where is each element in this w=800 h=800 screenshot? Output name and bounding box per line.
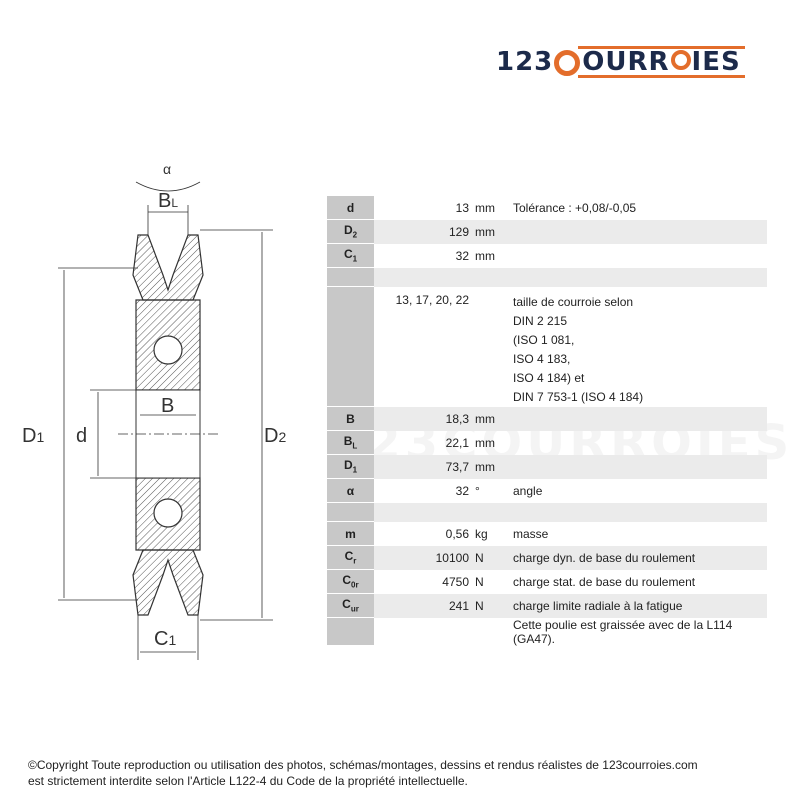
table-row [327, 244, 767, 268]
d1-label: D1 [22, 425, 45, 447]
spec-description [509, 287, 767, 407]
table-row [327, 522, 767, 546]
spec-value: 32 [455, 483, 469, 498]
brand-logo [496, 42, 776, 82]
spec-unit: N [471, 546, 509, 570]
spec-value: 73,7 [374, 455, 471, 479]
logo-digits: 123 [496, 47, 554, 77]
gap-sym-cell [327, 268, 374, 287]
spec-symbol-text: C [342, 597, 351, 612]
alpha-label: α [163, 161, 172, 177]
c1-label: C1 [154, 628, 177, 650]
spec-value: 4750 [442, 574, 469, 589]
table-row [327, 546, 767, 570]
spec-description: angle [513, 483, 543, 498]
gap-sym-cell [327, 503, 374, 522]
pulley-cross-section-drawing [18, 160, 308, 670]
spec-unit: kg [475, 526, 488, 541]
spec-unit: mm [475, 248, 495, 263]
spec-description: charge dyn. de base du roulement [509, 546, 767, 570]
table-row [327, 431, 767, 455]
spec-unit: N [475, 574, 484, 589]
spec-symbol [327, 220, 374, 244]
spec-unit [471, 618, 509, 646]
spec-description: Cette poulie est graissée avec de la L114 (GA47). [513, 617, 733, 646]
spec-unit: mm [475, 435, 495, 450]
spec-value: 32 [455, 248, 469, 263]
spec-symbol-text: C [343, 247, 353, 262]
spec-symbol-text: C [344, 549, 354, 564]
spec-symbol-sub: 1 [352, 254, 358, 264]
spec-value: 13 [455, 200, 469, 215]
spec-value: 0,56 [445, 526, 469, 541]
logo-word: OURR IES [578, 46, 744, 78]
spec-description-line: ISO 4 183, [513, 351, 571, 366]
table-row [327, 455, 767, 479]
spec-symbol [327, 594, 374, 618]
table-row [327, 618, 767, 646]
spec-symbol [327, 407, 374, 431]
spec-symbol-text: D [343, 458, 353, 473]
spec-description [509, 431, 767, 455]
spec-description: Tolérance : +0,08/-0,05 [513, 200, 637, 215]
table-row [327, 570, 767, 594]
gap-fill-cell [374, 503, 767, 522]
spec-symbol [327, 455, 374, 479]
spec-symbol [327, 546, 374, 570]
spec-description: charge limite radiale à la fatigue [509, 594, 767, 618]
spec-value: 241 [374, 594, 471, 618]
bearing-ball-top [154, 336, 182, 364]
spec-description [509, 455, 767, 479]
spec-unit: mm [471, 220, 509, 244]
spec-symbol-text: B [346, 411, 355, 426]
spec-description [509, 407, 767, 431]
bearing-ball-bottom [154, 499, 182, 527]
spec-value: 129 [374, 220, 471, 244]
spec-symbol-text: B [343, 434, 353, 449]
spec-symbol [327, 244, 374, 268]
spec-symbol-text: m [345, 526, 356, 541]
spec-unit: mm [471, 455, 509, 479]
copyright-line-1: ©Copyright Toute reproduction ou utilisation des photos, schémas/montages, dessins et rendus réalistes de 123courroies.com [28, 758, 698, 772]
bl-label: BL [158, 190, 179, 212]
logo-ring-icon [554, 50, 580, 76]
b-label: B [161, 395, 175, 417]
spec-value: 13, 17, 20, 22 [395, 292, 469, 307]
spec-symbol-text: d [346, 200, 355, 215]
spec-description [509, 244, 767, 268]
spec-unit: mm [471, 407, 509, 431]
table-gap-row [327, 268, 767, 287]
spec-symbol [327, 287, 374, 407]
spec-symbol-sub: 2 [352, 230, 358, 240]
spec-symbol [327, 479, 374, 503]
spec-symbol [327, 570, 374, 594]
spec-symbol-text: D [343, 223, 353, 238]
table-row [327, 594, 767, 618]
table-row [327, 220, 767, 244]
spec-symbol-sub: 1 [352, 465, 358, 475]
spec-value: 22,1 [445, 435, 469, 450]
spec-symbol-sub: L [352, 441, 358, 451]
spec-symbol-text: C [342, 573, 352, 588]
spec-description-line: DIN 7 753-1 (ISO 4 184) [513, 389, 644, 404]
spec-unit [471, 287, 509, 407]
table-row [327, 479, 767, 503]
table-row [327, 407, 767, 431]
table-gap-row [327, 503, 767, 522]
spec-table [327, 196, 767, 646]
spec-description: masse [513, 526, 549, 541]
spec-symbol [327, 431, 374, 455]
copyright-notice [28, 757, 698, 789]
spec-symbol [327, 618, 374, 646]
gap-fill-cell [374, 268, 767, 287]
spec-description-line: (ISO 1 081, [513, 332, 575, 347]
spec-symbol-sub: 0r [351, 580, 359, 590]
spec-description-line: ISO 4 184) et [513, 370, 585, 385]
spec-unit: mm [475, 200, 495, 215]
spec-symbol-sub: ur [350, 604, 359, 614]
spec-unit: ° [475, 483, 480, 498]
spec-symbol [327, 196, 374, 220]
spec-unit: N [471, 594, 509, 618]
spec-symbol [327, 522, 374, 546]
spec-description-line: taille de courroie selon [513, 294, 634, 309]
spec-symbol-text: α [346, 483, 355, 498]
d-label: d [76, 425, 88, 447]
spec-description [509, 220, 767, 244]
pulley-top-section [133, 235, 203, 390]
d2-label: D2 [264, 425, 287, 447]
table-row [327, 196, 767, 220]
logo-small-ring-icon [671, 50, 691, 70]
table-row [327, 287, 767, 407]
spec-description: charge stat. de base du roulement [513, 574, 696, 589]
spec-symbol-sub: r [353, 556, 357, 566]
spec-value: 10100 [374, 546, 471, 570]
spec-description-line: DIN 2 215 [513, 313, 568, 328]
copyright-line-2: est strictement interdite selon l'Article L122-4 du Code de la propriété intellectuelle. [28, 774, 468, 788]
spec-value: 18,3 [374, 407, 471, 431]
spec-value [374, 618, 471, 646]
